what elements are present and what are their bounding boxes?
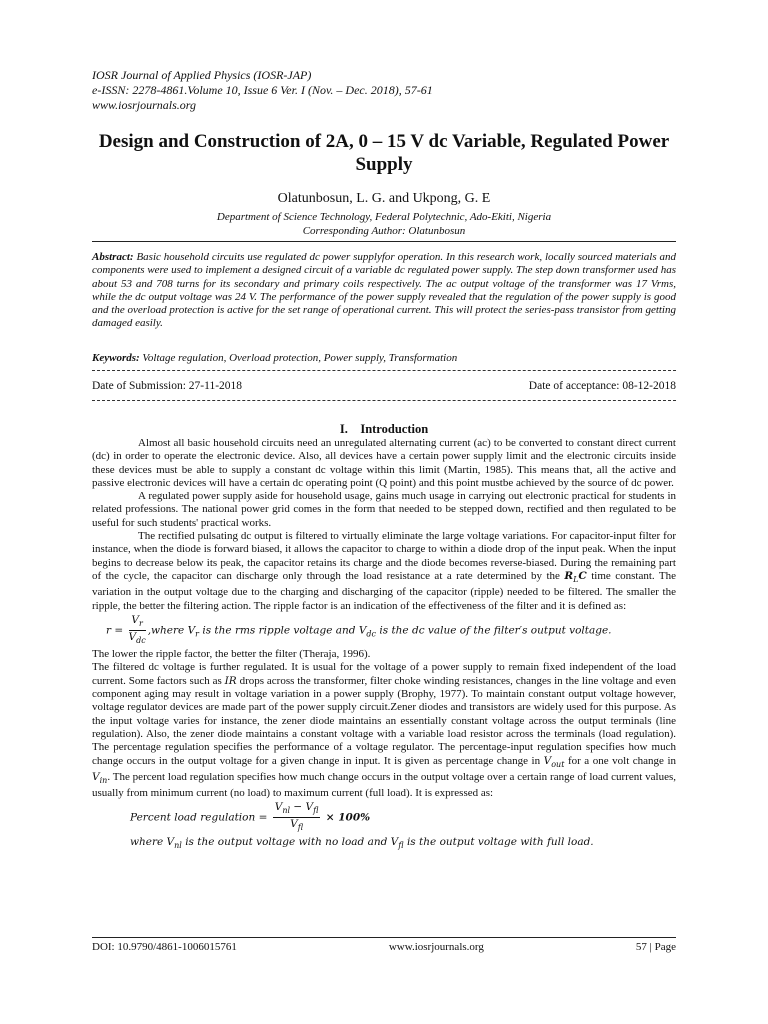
body-text <box>92 437 676 852</box>
authors: Olatunbosun, L. G. and Ukpong, G. E <box>277 191 491 206</box>
keywords <box>92 352 676 364</box>
acceptance-date: Date of acceptance: 08-12-2018 <box>528 380 676 392</box>
equation-definition: where $V_{nl}$ is the output voltage with no load and $V_{fl}$ is the output voltage with full load. <box>130 835 594 850</box>
section-heading <box>92 422 676 437</box>
ir-symbol: IR <box>224 674 237 687</box>
footer-website[interactable]: www.iosrjournals.org <box>388 941 484 953</box>
vin-symbol: $V_{in}$ <box>92 770 108 785</box>
ripple-factor-equation: r = $\frac{V_r}{V_{dc}}$ ,where $V_r$ is the rms ripple voltage and $V_{dc}$ is the dc value of the filter′s output voltage. <box>106 613 612 646</box>
doi[interactable]: DOI: 10.9790/4861-1006015761 <box>92 941 237 953</box>
section-number: I. <box>339 422 348 436</box>
paragraph: The filtered dc voltage is further regulated. It is usual for the voltage of a power supply to remain fixed independent of the load current. Some factors such as IR drops across the transformer, filter choke winding resistances, changes in the line voltage and even component aging may result in voltage variation in a power supply (Brophy, 1977). To maintain constant output voltage however, voltage regulator devices are made part of the power supply circuit.Zener diodes and transistors are widely used for this purpose. As the input voltage varies for instance, the zener diode maintains an essentially constant voltage across the output terminals (line regulation). Also, the zener diode maintains a constant voltage with a variable load resistor across the terminals (load regulation). The percentage regulation specifies the performance of a voltage regulator. The percentage-input regulation specifies how much change occurs in the output voltage for a given change in input. It is given as percentage change in $V_{out}$ for a one volt change in $V_{in}$. The percent load regulation specifies how much change occurs in the output voltage over a certain range of load current values, usually from minimum current (no load) to maximum current (full load). It is expressed as: <box>92 661 677 800</box>
submission-date: Date of Submission: 27-11-2018 <box>92 380 243 392</box>
paragraph: Almost all basic household circuits need an unregulated alternating current (ac) to be converted to constant direct current (dc) in order to operate the electronic device. Also, all devices have a certain power supply limit and the electronic circuits inside these devices must be able to supply a constant dc voltage within this limit (Martin, 1985). This means that, all the active and passive electronic devices will have a certain dc operating point (Q point) and this point mustbe achieved by the source of dc power. <box>92 437 676 489</box>
fraction: $\frac{V_r}{V_{dc}}$ <box>128 613 146 646</box>
abstract <box>92 251 676 331</box>
paragraph <box>92 530 676 613</box>
paragraph: The lower the ripple factor, the better the filter (Theraja, 1996). <box>92 648 371 661</box>
keywords-text: Voltage regulation, Overload protection, Power supply, Transformation <box>142 352 458 364</box>
section-title: Introduction <box>360 422 429 436</box>
paragraph-text: time constant. The variation in the output voltage due to the charging and discharging of the capacitor (ripple) needed to be filtered. The smaller the ripple, the better the filtering action. The ripple factor is an indication of the effectiveness of the filter and it is defined as: <box>92 569 676 612</box>
footer-rule <box>92 937 676 938</box>
affiliation: Department of Science Technology, Federal Polytechnic, Ado-Ekiti, Nigeria <box>216 211 552 223</box>
abstract-top-rule <box>92 241 676 242</box>
paper-title: Design and Construction of 2A, 0 – 15 V dc Variable, Regulated Power Supply <box>98 131 670 175</box>
issn-line: e-ISSN: 2278-4861.Volume 10, Issue 6 Ver. I (Nov. – Dec. 2018), 57-61 <box>92 83 433 97</box>
journal-name: IOSR Journal of Applied Physics (IOSR-JAP) <box>92 68 312 82</box>
fraction: $\frac{V_{nl} - V_{fl}}{V_{fl}}$ <box>274 800 319 832</box>
abstract-label: Abstract: <box>92 251 134 263</box>
keywords-label: Keywords: <box>92 352 140 364</box>
dates-row <box>92 380 676 392</box>
abstract-text: Basic household circuits use regulated dc power supplyfor operation. In this research work, locally sourced materials and components were used to implement a designed circuit of a variable dc regulated power supply. The step down transformer used has about 53 and 708 turns for its secondary and primary coils respectively. The ac output voltage of the transformer was 17 Vrms, while the dc output voltage was 24 V. The performance of the power supply revealed that the regulation of the power supply is good and the overload protection is active for the set range of operational current. This will protect the series-pass transistor from getting damaged easily. <box>92 251 677 330</box>
affiliation-block <box>92 210 676 238</box>
journal-header <box>92 68 433 113</box>
load-regulation-equation: Percent load regulation = $\frac{V_{nl} - V_{fl}}{V_{fl}}$ × 100% <box>130 800 371 832</box>
vout-symbol: $V_{out}$ <box>543 754 565 769</box>
corresponding-author: Corresponding Author: Olatunbosun <box>302 225 466 237</box>
rc-symbol: $R_LC$ <box>564 569 587 585</box>
dashed-divider <box>92 370 676 371</box>
dashed-divider <box>92 400 676 401</box>
page-number: 57 | Page <box>635 941 676 953</box>
page-footer <box>92 941 676 953</box>
paragraph: A regulated power supply aside for household usage, gains much usage in carrying out electronic practical for students in related professions. The national power grid comes in the form that needed to be stepped down, rectified and then regulated to be useful for such students' practical works. <box>92 490 676 529</box>
journal-website[interactable]: www.iosrjournals.org <box>92 98 197 112</box>
paragraph-text: The rectified pulsating dc output is filtered to virtually eliminate the large voltage variations. For capacitor-input filter for instance, when the diode is forward biased, it allows the capacitor to charge to within a diode drop of the input peak. When the input begins to decrease below its peak, the capacitor retains its charge and the diode becomes reverse-biased. During the remaining part of the cycle, the capacitor can discharge only through the load resistance at a rate determined by the <box>92 530 676 582</box>
